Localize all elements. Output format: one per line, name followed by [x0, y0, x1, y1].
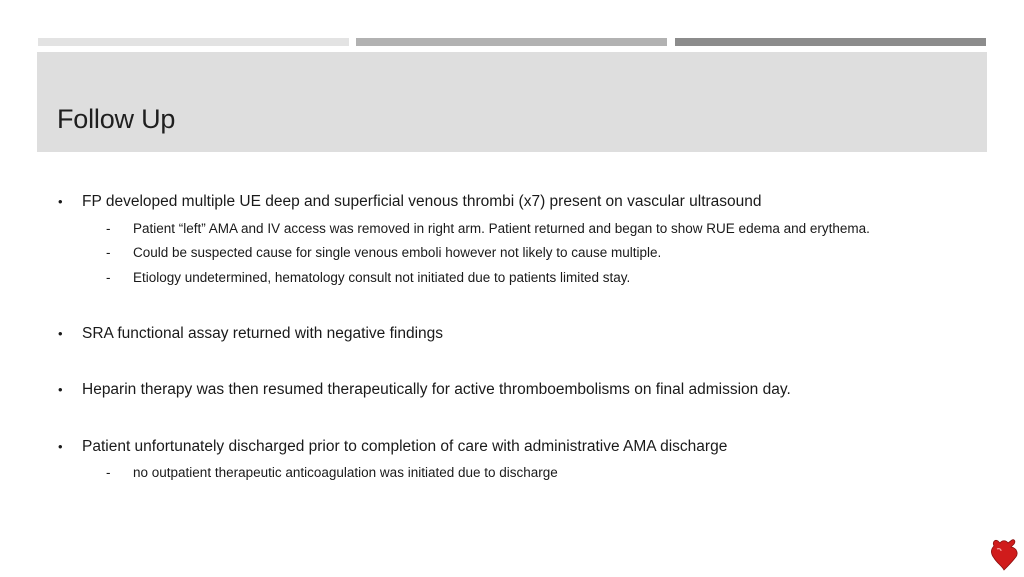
bullet-marker: •: [58, 194, 63, 209]
sub-bullet-text: Could be suspected cause for single venous emboli however not likely to cause multiple.: [133, 245, 662, 260]
sub-bullet-item: [106, 464, 558, 482]
bullet-marker: •: [58, 326, 63, 341]
bullet-marker: •: [58, 382, 63, 397]
sub-bullet-text: Patient “left” AMA and IV access was removed in right arm. Patient returned and began to show RUE edema and erythema.: [133, 221, 870, 236]
sub-bullet-text: no outpatient therapeutic anticoagulation was initiated due to discharge: [133, 465, 558, 480]
sub-bullet-item: [106, 220, 870, 238]
bullet-marker: •: [58, 439, 63, 454]
sub-bullet-marker: -: [106, 465, 111, 480]
bullet-item: [58, 192, 762, 212]
sub-bullet-item: [106, 244, 661, 262]
sub-bullet-item: [106, 269, 630, 287]
bullet-text: FP developed multiple UE deep and superficial venous thrombi (x7) present on vascular ultrasound: [82, 193, 762, 210]
bullet-text: Heparin therapy was then resumed therapeutically for active thromboembolisms on final admission day.: [82, 381, 791, 398]
slide-title: Follow Up: [57, 104, 176, 134]
sub-bullet-text: Etiology undetermined, hematology consult not initiated due to patients limited stay.: [133, 270, 631, 285]
bullet-item: [58, 437, 727, 457]
sub-bullet-marker: -: [106, 270, 111, 285]
bullet-item: [58, 324, 443, 344]
bullet-text: Patient unfortunately discharged prior to completion of care with administrative AMA discharge: [82, 438, 728, 455]
heart-logo-svg: [986, 536, 1022, 572]
heart-logo-shape: [991, 540, 1017, 570]
sub-bullet-marker: -: [106, 245, 111, 260]
sub-bullet-marker: -: [106, 221, 111, 236]
bullet-item: [58, 380, 791, 400]
bullet-text: SRA functional assay returned with negative findings: [82, 325, 444, 342]
red-heart-logo-icon: [986, 536, 1022, 572]
